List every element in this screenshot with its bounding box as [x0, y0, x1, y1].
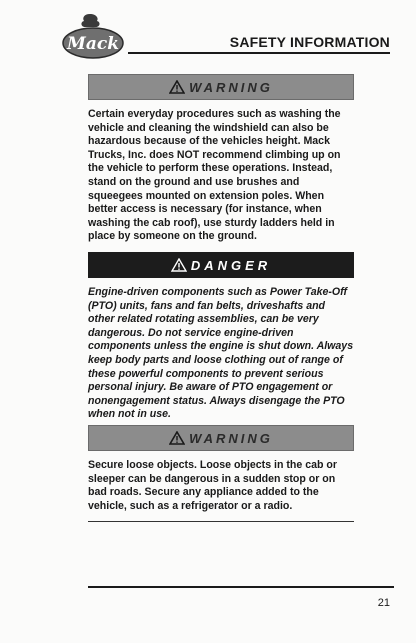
warning-text: Secure loose objects. Loose objects in the cab or sleeper can be dangerous in a sudden stop or on bad roads. Secure any appliance added to the vehicle, such as a refrigerator or a radio.	[88, 459, 338, 512]
warning-banner	[88, 425, 354, 451]
warning-section-2	[88, 425, 354, 522]
page-header	[0, 0, 416, 70]
danger-banner	[88, 252, 354, 278]
warning-triangle-icon	[169, 80, 185, 94]
footer-rule	[88, 586, 394, 588]
page-title: SAFETY INFORMATION	[229, 34, 390, 50]
warning-section-1	[88, 74, 354, 253]
danger-section	[88, 252, 354, 431]
logo-text: Mack	[67, 34, 119, 54]
danger-banner-label: DANGER	[190, 257, 272, 273]
mack-bulldog-logo	[60, 12, 126, 62]
danger-text: Engine-driven components such as Power Take-Off (PTO) units, fans and fan belts, driveshafts and other related rotating assemblies, can be very dangerous. Do not service engine-driven components unless the engine is shut down. Always keep body parts and loose clothing out of range of these powerful components to prevent serious personal injury. Be aware of PTO engagement or nonengagement status. Always disengage the PTO when not in use.	[88, 286, 354, 421]
page-number: 21	[377, 597, 390, 609]
warning-banner-label: WARNING	[189, 430, 273, 446]
warning-triangle-icon	[169, 431, 185, 445]
warning-triangle-icon	[171, 258, 187, 272]
warning-banner-label: WARNING	[189, 79, 273, 95]
warning-banner	[88, 74, 354, 100]
section-divider	[88, 521, 354, 522]
header-rule	[128, 52, 390, 54]
warning-text: Certain everyday procedures such as washing the vehicle and cleaning the windshield can also be hazardous because of the vehicles height. Mack Trucks, Inc. does NOT recommend climbing up on the vehicle to perform these operations. Instead, stand on the ground and use brushes and squeegees mounted on extension poles. When better access is necessary (for instance, when washing the cab roof), use sturdy ladders held in place by someone on the ground.	[88, 108, 341, 243]
